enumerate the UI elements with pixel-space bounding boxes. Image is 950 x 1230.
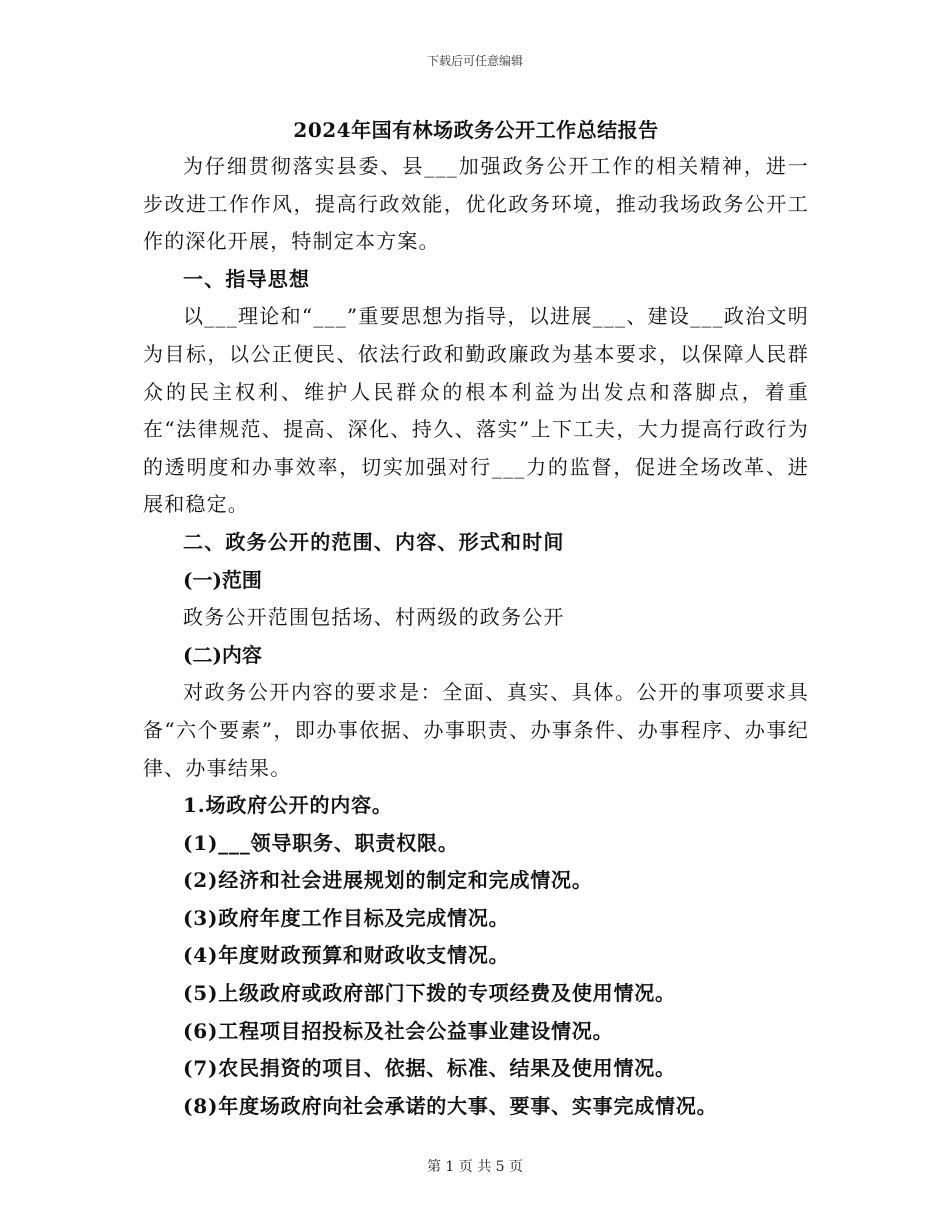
list-item: (5)上级政府或政府部门下拨的专项经费及使用情况。 xyxy=(183,981,676,1006)
page-number-footer: 第 1 页 共 5 页 xyxy=(426,1159,524,1175)
subheading-scope: (一)范围 xyxy=(183,567,262,592)
section-heading-scope-content: 二、政务公开的范围、内容、形式和时间 xyxy=(183,529,565,554)
document-title: 2024年国有林场政务公开工作总结报告 xyxy=(293,118,659,142)
intro-paragraph: 为仔细贯彻落实县委、县___加强政务公开工作的相关精神，进一步改进工作作风，提高行政效能，优化政务环境，推动我场政务公开工作的深化开展，特制定本方案。 xyxy=(143,154,809,254)
scope-paragraph: 政务公开范围包括场、村两级的政务公开 xyxy=(183,605,565,630)
page-header-note: 下载后可任意编辑 xyxy=(426,54,523,68)
list-item: (6)工程项目招投标及社会公益事业建设情况。 xyxy=(183,1018,614,1043)
document-body xyxy=(143,112,809,1125)
subheading-content: (二)内容 xyxy=(183,642,262,667)
guiding-ideology-paragraph: 以___理论和“___”重要思想为指导，以进展___、建设___政治文明为目标，以公正便民、依法行政和勤政廉政为基本要求，以保障人民群众的民主权利、维护人民群众的根本利益为出发点和落脚点，着重在“法律规范、提高、深化、持久、落实”上下工夫，大力提高行政行为的透明度和办事效率，切实加强对行___力的监督，促进全场改革、进展和稳定。 xyxy=(143,304,809,517)
list-item: (2)经济和社会进展规划的制定和完成情况。 xyxy=(183,868,593,893)
list-item: (1)___领导职务、职责权限。 xyxy=(183,830,459,855)
list-item: (7)农民捐资的项目、依据、标准、结果及使用情况。 xyxy=(183,1056,676,1081)
list-item: (3)政府年度工作目标及完成情况。 xyxy=(183,905,510,930)
content-paragraph: 对政务公开内容的要求是：全面、真实、具体。公开的事项要求具备“六个要素”，即办事依据、办事职责、办事条件、办事程序、办事纪律、办事结果。 xyxy=(143,680,809,780)
list-heading: 1.场政府公开的内容。 xyxy=(183,793,393,818)
section-heading-guiding-ideology: 一、指导思想 xyxy=(183,266,311,291)
list-item: (8)年度场政府向社会承诺的大事、要事、实事完成情况。 xyxy=(183,1093,718,1118)
list-item: (4)年度财政预算和财政收支情况。 xyxy=(183,943,510,968)
